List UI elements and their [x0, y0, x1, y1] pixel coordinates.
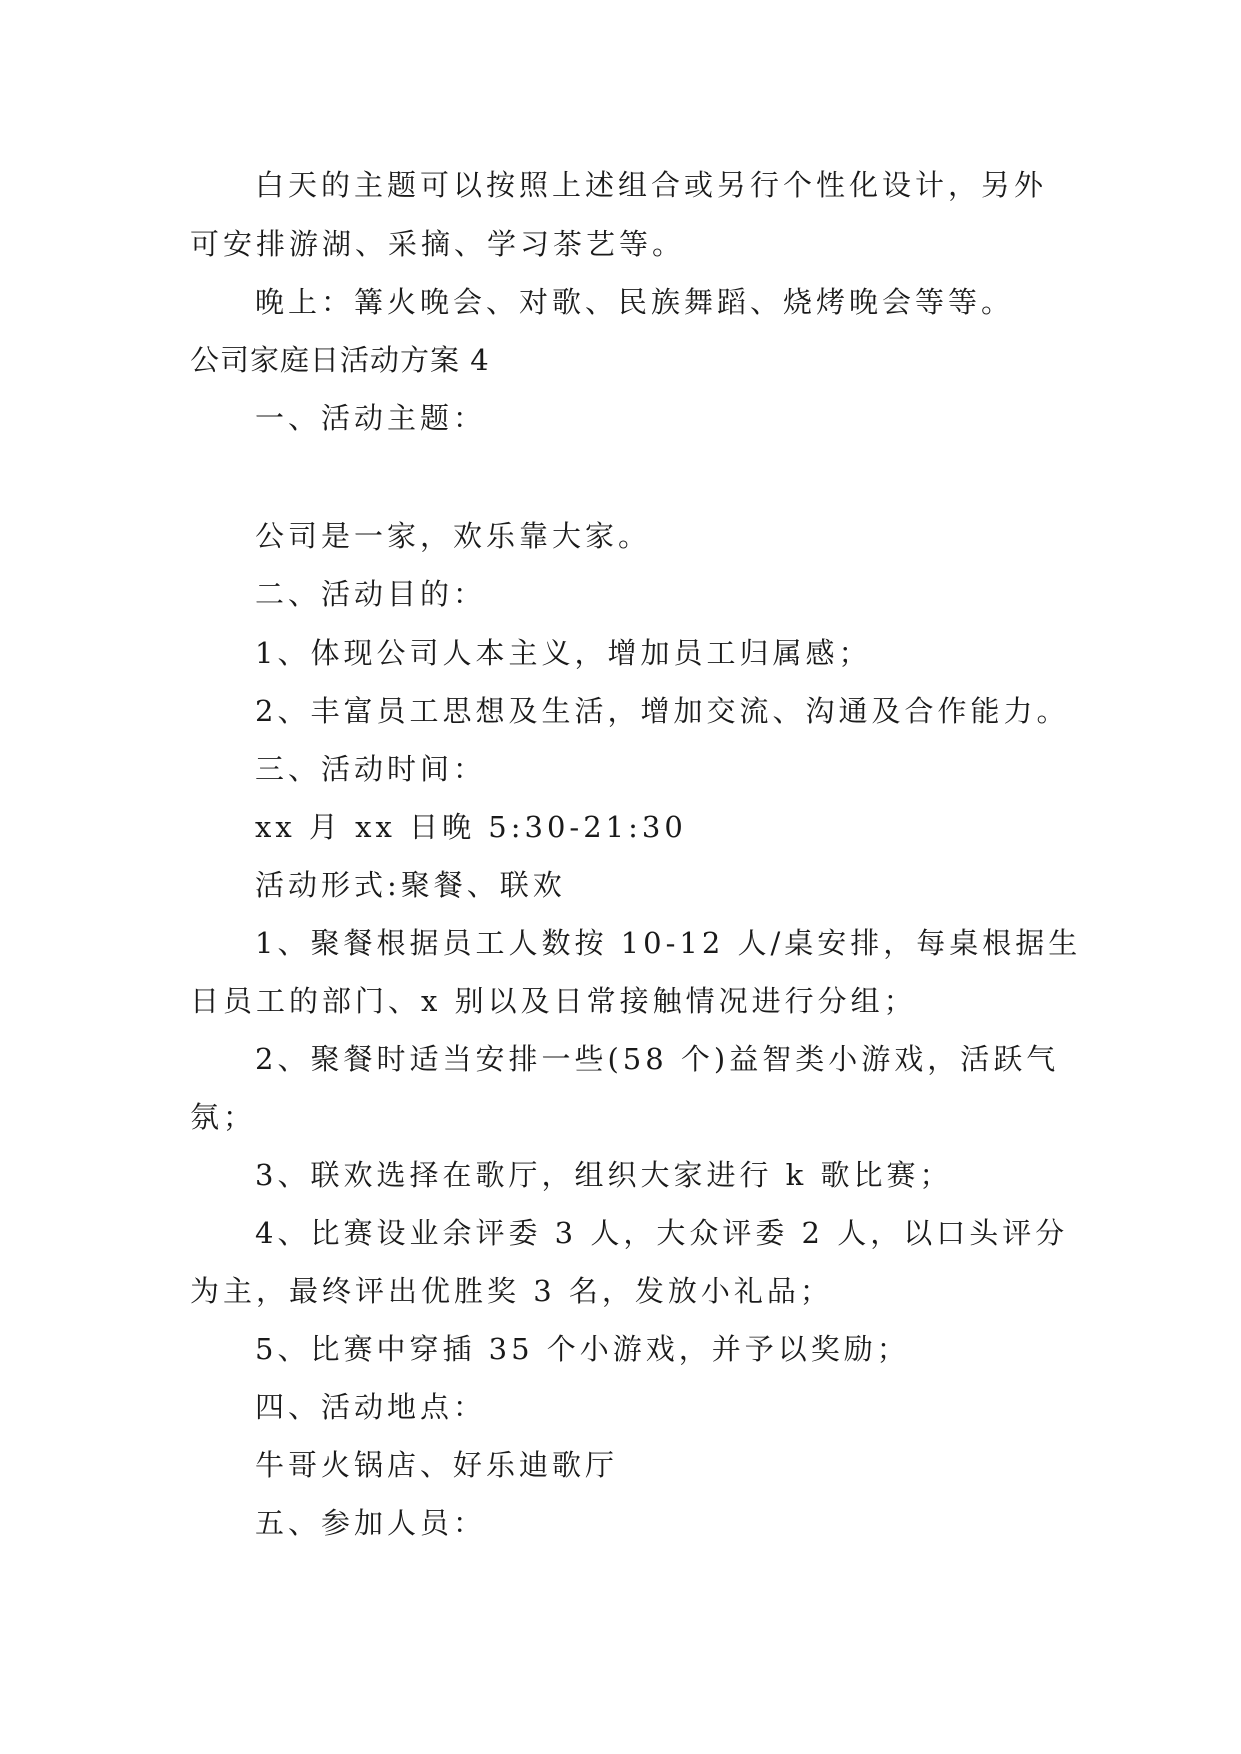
heading-time: 三、活动时间： [255, 752, 487, 786]
paragraph-line: 晚上：篝火晚会、对歌、民族舞蹈、烧烤晚会等等。 [255, 285, 1015, 319]
paragraph-line: 白天的主题可以按照上述组合或另行个性化设计，另外 [255, 168, 1048, 202]
heading-location: 四、活动地点： [255, 1390, 487, 1424]
location-value: 牛哥火锅店、好乐迪歌厅 [255, 1448, 619, 1482]
time-value: xx 月 xx 日晚 5:30-21:30 [255, 810, 687, 844]
paragraph-line: 公司是一家，欢乐靠大家。 [255, 519, 652, 553]
list-item: 4、比赛设业余评委 3 人，大众评委 2 人，以口头评分 [255, 1216, 1069, 1250]
list-item: 2、丰富员工思想及生活，增加交流、沟通及合作能力。 [255, 694, 1070, 728]
heading-purpose: 二、活动目的： [255, 577, 487, 611]
list-item-continuation: 日员工的部门、x 别以及日常接触情况进行分组； [190, 984, 917, 1018]
heading-participants: 五、参加人员： [255, 1506, 487, 1540]
list-item-continuation: 氛； [190, 1100, 257, 1134]
list-item: 1、体现公司人本主义，增加员工归属感； [255, 636, 872, 670]
list-item: 3、联欢选择在歌厅，组织大家进行 k 歌比赛； [255, 1158, 953, 1192]
section-title: 公司家庭日活动方案 4 [190, 343, 490, 377]
paragraph-line: 活动形式:聚餐、联欢 [255, 868, 566, 902]
list-item: 5、比赛中穿插 35 个小游戏，并予以奖励； [255, 1332, 910, 1366]
list-item-continuation: 为主，最终评出优胜奖 3 名，发放小礼品； [190, 1274, 833, 1308]
list-item: 1、聚餐根据员工人数按 10-12 人/桌安排，每桌根据生 [255, 926, 1082, 960]
list-item: 2、聚餐时适当安排一些(58 个)益智类小游戏，活跃气 [255, 1042, 1060, 1076]
paragraph-line: 可安排游湖、采摘、学习茶艺等。 [190, 227, 686, 261]
heading-theme: 一、活动主题： [255, 401, 487, 435]
